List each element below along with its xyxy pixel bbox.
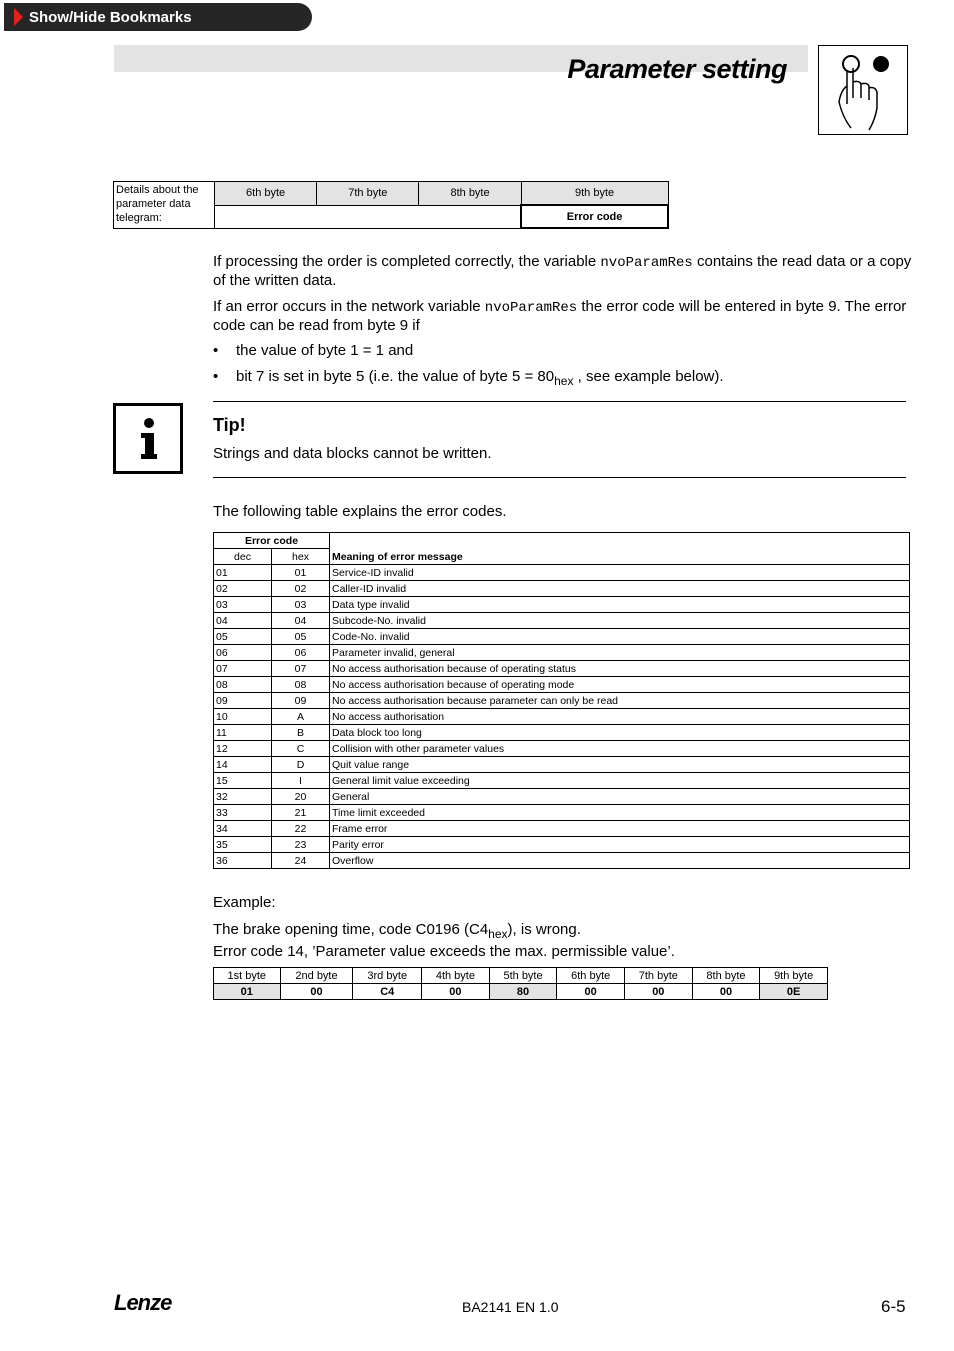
error-meaning-cell: Parameter invalid, general [330, 645, 910, 661]
error-code-group-header: Error code [214, 533, 330, 549]
example-text: The brake opening time, code C0196 $(C4_{hex})$, is wrong. Error code 14, ’Parameter value exceeds the max. permissible value’. [213, 921, 675, 960]
divider [213, 477, 906, 478]
error-dec-cell: 06 [214, 645, 272, 661]
example-byte-value: 00 [692, 984, 760, 1000]
tip-title: Tip! [213, 415, 246, 435]
error-dec-cell: 12 [214, 741, 272, 757]
example-byte-table [213, 967, 828, 1000]
bullet-1: • the value of byte 1 = 1 and [213, 342, 414, 359]
error-meaning-cell: Data type invalid [330, 597, 910, 613]
error-meaning-cell: No access authorisation because parameter can only be read [330, 693, 910, 709]
example-byte-header: 9th byte [760, 968, 828, 984]
hex-header: hex [272, 549, 330, 565]
table-row [214, 581, 910, 597]
error-hex-cell: 24 [272, 853, 330, 869]
table-row [214, 645, 910, 661]
error-hex-cell: D [272, 757, 330, 773]
error-dec-cell: 11 [214, 725, 272, 741]
meaning-header: Meaning of error message [330, 533, 910, 565]
byte-header: 6th byte [215, 182, 317, 206]
error-hex-cell: 07 [272, 661, 330, 677]
error-hex-cell: 22 [272, 821, 330, 837]
byte-header: 7th byte [317, 182, 419, 206]
example-byte-header: 4th byte [422, 968, 490, 984]
show-hide-bookmarks-button[interactable] [4, 3, 312, 31]
error-dec-cell: 05 [214, 629, 272, 645]
example-label: Example: [213, 894, 276, 911]
example-byte-value: 0E [760, 984, 828, 1000]
error-dec-cell: 15 [214, 773, 272, 789]
error-meaning-cell: No access authorisation because of operating mode [330, 677, 910, 693]
error-hex-cell: A [272, 709, 330, 725]
error-meaning-cell: Collision with other parameter values [330, 741, 910, 757]
error-hex-cell: 02 [272, 581, 330, 597]
error-dec-cell: 36 [214, 853, 272, 869]
page-number: 6-5 [881, 1297, 906, 1316]
table-row [214, 709, 910, 725]
error-dec-cell: 03 [214, 597, 272, 613]
error-hex-cell: 23 [272, 837, 330, 853]
error-dec-cell: 04 [214, 613, 272, 629]
error-dec-cell: 02 [214, 581, 272, 597]
error-meaning-cell: No access authorisation because of operating status [330, 661, 910, 677]
paragraph-1: If processing the order is completed correctly, the variable nvoParamRes contains the read data or a copy of the written data. [213, 253, 912, 289]
example-byte-value: 00 [422, 984, 490, 1000]
example-byte-header: 3rd byte [353, 968, 422, 984]
lenze-logo: Lenze [114, 1290, 172, 1315]
error-dec-cell: 08 [214, 677, 272, 693]
error-hex-cell: 09 [272, 693, 330, 709]
error-meaning-cell: Data block too long [330, 725, 910, 741]
error-hex-cell: I [272, 773, 330, 789]
error-hex-cell: 03 [272, 597, 330, 613]
error-meaning-cell: Subcode-No. invalid [330, 613, 910, 629]
table-row [214, 693, 910, 709]
error-dec-cell: 33 [214, 805, 272, 821]
error-dec-cell: 10 [214, 709, 272, 725]
example-byte-value: 80 [489, 984, 557, 1000]
error-hex-cell: 04 [272, 613, 330, 629]
example-byte-header: 8th byte [692, 968, 760, 984]
bullet-2: • bit 7 is set in byte 5 (i.e. the value of byte $5 = 80_{hex}$ , see example below). [213, 368, 724, 388]
error-meaning-cell: General [330, 789, 910, 805]
document-number: BA2141 EN 1.0 [462, 1299, 559, 1315]
error-code-cell: Error code [521, 205, 668, 228]
error-meaning-cell: Time limit exceeded [330, 805, 910, 821]
paragraph-2: If an error occurs in the network variable nvoParamRes the error code will be entered in byte 9. The error code can be read from byte 9 if [213, 298, 907, 334]
table-row [214, 565, 910, 581]
error-meaning-cell: No access authorisation [330, 709, 910, 725]
example-byte-value: 00 [625, 984, 693, 1000]
error-meaning-cell: Parity error [330, 837, 910, 853]
error-meaning-cell: General limit value exceeding [330, 773, 910, 789]
example-byte-header: 5th byte [489, 968, 557, 984]
telegram-table [113, 181, 669, 229]
bookmarks-label: Show/Hide Bookmarks [29, 8, 192, 26]
table-row [214, 773, 910, 789]
example-byte-header: 7th byte [625, 968, 693, 984]
error-dec-cell: 07 [214, 661, 272, 677]
arrow-right-icon [14, 8, 23, 26]
error-dec-cell: 35 [214, 837, 272, 853]
table-row [214, 677, 910, 693]
error-meaning-cell: Service-ID invalid [330, 565, 910, 581]
error-meaning-cell: Frame error [330, 821, 910, 837]
table-row [214, 757, 910, 773]
example-byte-value: 00 [557, 984, 625, 1000]
error-hex-cell: 05 [272, 629, 330, 645]
table-row [214, 629, 910, 645]
error-hex-cell: 01 [272, 565, 330, 581]
table-row [214, 821, 910, 837]
info-icon [113, 403, 183, 474]
error-meaning-cell: Overflow [330, 853, 910, 869]
dec-header: dec [214, 549, 272, 565]
table-row [214, 837, 910, 853]
table-row [214, 741, 910, 757]
byte-header: 8th byte [419, 182, 521, 206]
error-meaning-cell: Code-No. invalid [330, 629, 910, 645]
example-byte-value: 00 [280, 984, 353, 1000]
error-dec-cell: 32 [214, 789, 272, 805]
table-row [214, 853, 910, 869]
error-meaning-cell: Caller-ID invalid [330, 581, 910, 597]
error-hex-cell: B [272, 725, 330, 741]
table-intro: The following table explains the error codes. [213, 503, 507, 520]
empty-cell [215, 205, 522, 228]
error-dec-cell: 09 [214, 693, 272, 709]
hand-pressing-button-icon [818, 45, 908, 135]
example-byte-header: 6th byte [557, 968, 625, 984]
page-title: Parameter setting [567, 54, 787, 84]
error-dec-cell: 34 [214, 821, 272, 837]
table-row [214, 613, 910, 629]
error-hex-cell: 08 [272, 677, 330, 693]
telegram-desc: Details about the parameter data telegram: [114, 182, 215, 229]
tip-text: Strings and data blocks cannot be written. [213, 445, 492, 462]
byte-header: 9th byte [521, 182, 668, 206]
divider [213, 401, 906, 402]
error-dec-cell: 01 [214, 565, 272, 581]
table-row [214, 597, 910, 613]
table-row [214, 805, 910, 821]
error-hex-cell: 20 [272, 789, 330, 805]
error-hex-cell: C [272, 741, 330, 757]
error-code-table [213, 532, 910, 869]
table-row [214, 725, 910, 741]
example-byte-header: 1st byte [214, 968, 281, 984]
error-meaning-cell: Quit value range [330, 757, 910, 773]
table-row [214, 789, 910, 805]
table-row [214, 661, 910, 677]
error-hex-cell: 21 [272, 805, 330, 821]
error-dec-cell: 14 [214, 757, 272, 773]
example-byte-value: 01 [214, 984, 281, 1000]
example-byte-header: 2nd byte [280, 968, 353, 984]
error-hex-cell: 06 [272, 645, 330, 661]
example-byte-value: C4 [353, 984, 422, 1000]
